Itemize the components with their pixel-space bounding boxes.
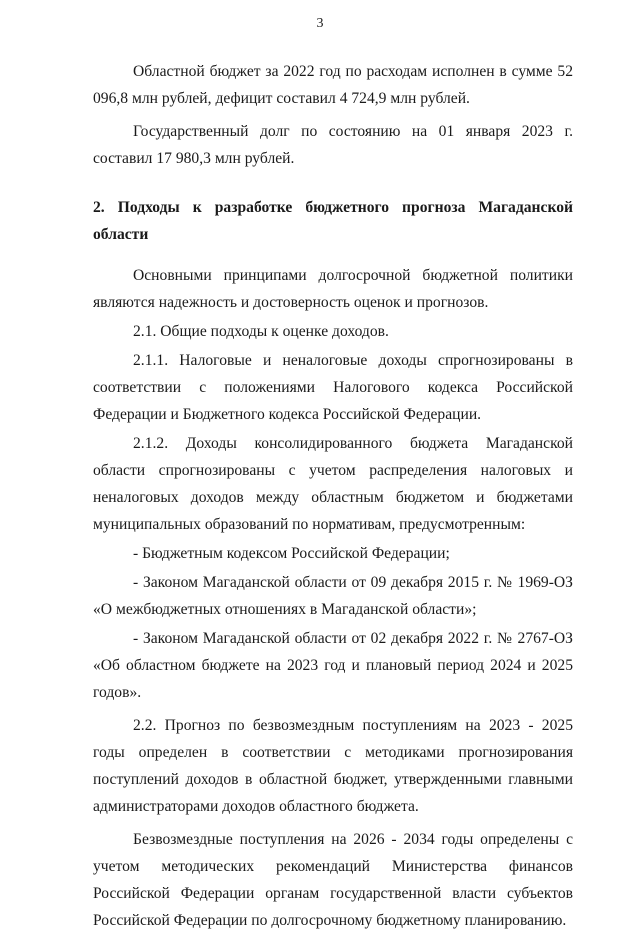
paragraph-tax-income: 2.1.1. Налоговые и неналоговые доходы спрогнозированы в соответствии с положениями Налогового кодекса Российской Федерации и Бюджетного кодекса Российской Федерации. bbox=[93, 352, 573, 423]
list-item-budget-code: - Бюджетным кодексом Российской Федерации; bbox=[133, 545, 450, 562]
document-body bbox=[93, 58, 573, 934]
list-item-law-2767: - Законом Магаданской области от 02 декабря 2022 г. № 2767-ОЗ «Об областном бюджете на 2023 год и плановый период 2024 и 2025 годов». bbox=[93, 630, 573, 701]
paragraph-income-approaches: 2.1. Общие подходы к оценке доходов. bbox=[133, 323, 389, 340]
list-item-law-1969: - Законом Магаданской области от 09 декабря 2015 г. № 1969-ОЗ «О межбюджетных отношениях в Магаданской области»; bbox=[93, 574, 573, 618]
paragraph-budget-execution: Областной бюджет за 2022 год по расходам исполнен в сумме 52 096,8 млн рублей, дефицит составил 4 724,9 млн рублей. bbox=[93, 63, 573, 107]
section-heading: 2. Подходы к разработке бюджетного прогноза Магаданской области bbox=[93, 199, 573, 243]
paragraph-consolidated-income: 2.1.2. Доходы консолидированного бюджета Магаданской области спрогнозированы с учетом распределения налоговых и неналоговых доходов между областным бюджетом и бюджетами муниципальных образований по нормативам, предусмотренным: bbox=[93, 435, 573, 533]
paragraph-principles: Основными принципами долгосрочной бюджетной политики являются надежность и достоверность оценок и прогнозов. bbox=[93, 267, 573, 311]
paragraph-state-debt: Государственный долг по состоянию на 01 января 2023 г. составил 17 980,3 млн рублей. bbox=[93, 123, 573, 167]
paragraph-grants-long-term: Безвозмездные поступления на 2026 - 2034 годы определены с учетом методических рекомендаций Министерства финансов Российской Федерации органам государственной власти субъектов Российской Федерации по долгосрочному бюджетному планированию. bbox=[93, 831, 573, 929]
page-number: 3 bbox=[316, 16, 324, 31]
paragraph-grants-forecast: 2.2. Прогноз по безвозмездным поступлениям на 2023 - 2025 годы определен в соответствии с методиками прогнозирования поступлений доходов в областной бюджет, утвержденными главными администраторами доходов областного бюджета. bbox=[93, 717, 573, 815]
